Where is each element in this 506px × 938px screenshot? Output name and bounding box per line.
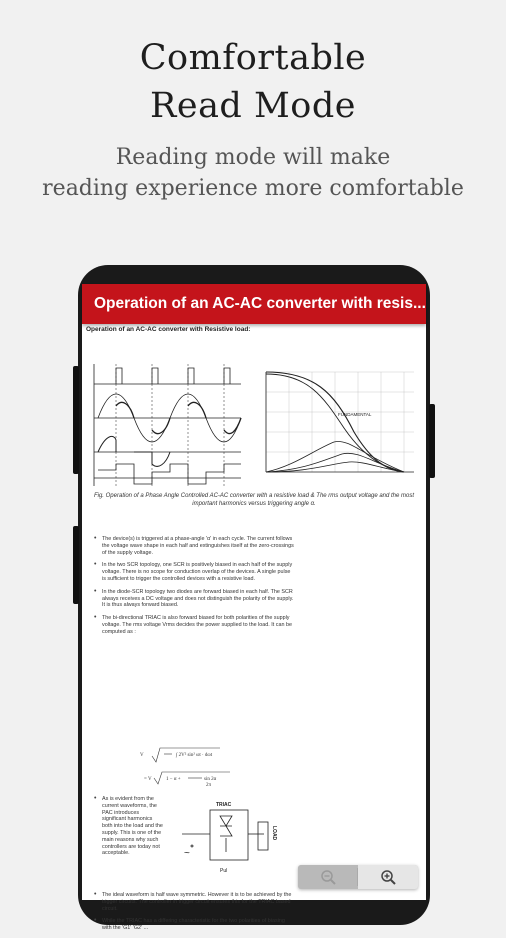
list-item: • The ideal waveform is half wave symmetric. However it is to be achieved by the trigger circuits. The controller in trigger circuit ensures this for the TRIAC based circuit. (94, 892, 294, 912)
promo-subtitle-line-2: reading experience more comfortable (42, 176, 464, 201)
promo-title (0, 34, 506, 130)
list-item: • As is evident from the current waveforms, the PAC introduces significant harmonics both into the load and the supply. This is one of the main reasons why such controllers are today not acceptable. (94, 796, 164, 857)
document-heading: Operation of an AC-AC converter with Resistive load: (86, 326, 251, 333)
zoom-out-button[interactable] (298, 865, 358, 889)
promo-title-line-1: Comfortable (139, 38, 367, 78)
list-item: • The bi-directional TRIAC is also forward biased for both polarities of the supply voltage. The rms voltage Vrms decides the power supplied to the load. It can be computed as : (94, 615, 294, 635)
volume-button (73, 366, 79, 474)
list-item: • In the diode-SCR topology two diodes are forward biased in each half. The SCR always receives a DC voltage and does not distinguish the polarity of the supply. It is thus always forward biased. (94, 589, 294, 609)
phone-screen (82, 284, 426, 932)
svg-text:sin 2α: sin 2α (204, 777, 217, 782)
app-bar-title: Operation of an AC-AC converter with resis... (82, 284, 426, 324)
waveform-figure (86, 360, 244, 488)
bullet-list-2 (94, 892, 294, 938)
list-item: • The device(s) is triggered at a phase-angle 'α' in each cycle. The current follows the voltage wave shape in each half and extinguishes itself at the zero-crossings of the supply voltage. (94, 536, 294, 556)
source-symbol: ~ (184, 848, 190, 859)
triac-label: TRIAC (216, 802, 232, 808)
rms-formula (140, 744, 260, 788)
figure-caption: Fig. Operation of a Phase Angle Controlled AC-AC converter with a resistive load & The rms output voltage and the most important harmonics versus triggering angle α. (93, 493, 415, 507)
svg-text:V: V (140, 753, 144, 758)
bixby-button (73, 526, 79, 604)
zoom-controls (298, 865, 418, 889)
promo-title-line-2: Read Mode (150, 86, 356, 126)
bullet-list (94, 536, 294, 642)
promo-subtitle-line-1: Reading mode will make (115, 145, 391, 170)
harmonics-graph (254, 362, 422, 490)
narrow-bullet-list (94, 796, 164, 857)
triac-circuit-diagram (176, 794, 276, 880)
power-button (429, 404, 435, 478)
svg-text:∫ 2V² sin² ωt · dωt: ∫ 2V² sin² ωt · dωt (176, 753, 213, 758)
list-item: • While the TRIAC has a differing characteristic for the two polarities of biasing with the 'G1' 'G2' ... (94, 918, 294, 932)
pulse-label: Pul (220, 868, 228, 874)
list-item: • In the two SCR topology, one SCR is positively biased in each half of the supply voltage. There is no scope for conduction overlap of the devices. A single pulse is sufficient to trigger the controlled devices with a resistive load. (94, 562, 294, 582)
zoom-in-button[interactable] (358, 865, 418, 889)
zoom-out-icon (320, 869, 336, 885)
load-label: LOAD (271, 826, 277, 841)
promo-subtitle (0, 142, 506, 204)
graph-label: FUNDAMENTAL (338, 412, 372, 417)
zoom-in-icon (380, 869, 396, 885)
document-content[interactable] (82, 324, 426, 932)
svg-text:2π: 2π (206, 783, 212, 788)
svg-text:= V: = V (144, 777, 152, 782)
svg-text:1 − α +: 1 − α + (166, 777, 181, 782)
